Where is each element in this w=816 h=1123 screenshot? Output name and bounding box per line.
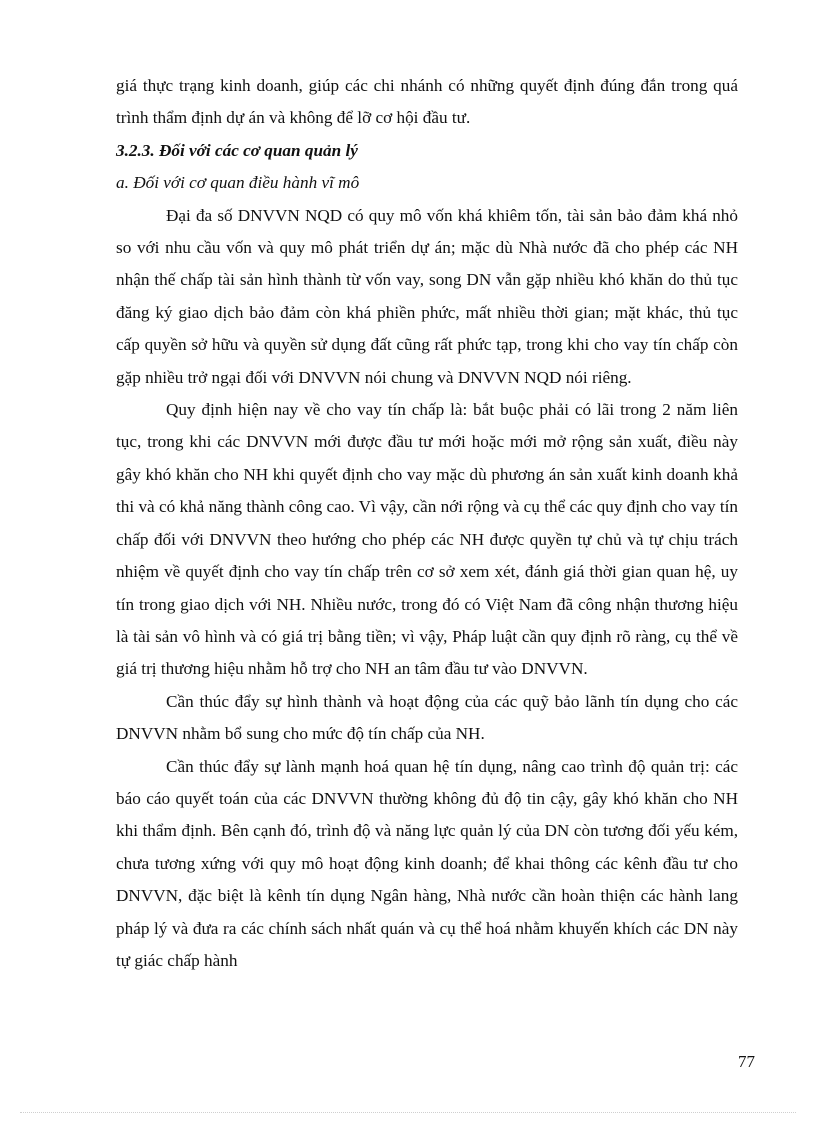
footer-divider [20,1112,796,1113]
paragraph-collateral: Đại đa số DNVVN NQD có quy mô vốn khá khiêm tốn, tài sản bảo đảm khá nhỏ so với nhu cầu vốn và quy mô phát triển dự án; mặc dù Nhà nước đã cho phép các NH nhận thế chấp tài sản hình thành từ vốn vay, song DN vẫn gặp nhiều khó khăn do thủ tục đăng ký giao dịch bảo đảm còn khá phiền phức, mất nhiều thời gian; mặt khác, thủ tục cấp quyền sở hữu và quyền sử dụng đất cũng rất phức tạp, trong khi cho vay tín chấp còn gặp nhiều trở ngại đối với DNVVN nói chung và DNVVN NQD nói riêng. [116,205,738,387]
paragraph-guarantee-funds: Cần thúc đẩy sự hình thành và hoạt động của các quỹ bảo lãnh tín dụng cho các DNVVN nhằm bổ sung cho mức độ tín chấp của NH. [116,691,738,744]
page-number: 77 [738,1052,755,1071]
subsection-heading: a. Đối với cơ quan điều hành vĩ mô [116,173,360,193]
paragraph-unsecured-lending: Quy định hiện nay về cho vay tín chấp là: bắt buộc phải có lãi trong 2 năm liên tục, trong khi các DNVVN mới được đầu tư mới hoặc mới mở rộng sản xuất, điều này gây khó khăn cho NH khi quyết định cho vay mặc dù phương án sản xuất kinh doanh khả thi và có khả năng thành công cao. Vì vậy, cần nới rộng và cụ thể các quy định cho vay tín chấp đối với DNVVN theo hướng cho phép các NH được quyền tự chủ và tự chịu trách nhiệm về quyết định cho vay tín chấp trên cơ sở xem xét, đánh giá thời gian quan hệ, uy tín trong giao dịch với NH. Nhiều nước, trong đó có Việt Nam đã công nhận thương hiệu là tài sản vô hình và có giá trị bằng tiền; vì vậy, Pháp luật cần quy định rõ ràng, cụ thể về giá trị thương hiệu nhằm hỗ trợ cho NH an tâm đầu tư vào DNVVN. [116,400,738,679]
section-heading: 3.2.3. Đối với các cơ quan quản lý [116,140,358,160]
body-text [116,70,738,977]
paragraph-credit-relations: Cần thúc đẩy sự lành mạnh hoá quan hệ tín dụng, nâng cao trình độ quản trị: các báo cáo quyết toán của các DNVVN thường không đủ độ tin cậy, gây khó khăn cho NH khi thẩm định. Bên cạnh đó, trình độ và năng lực quản lý của DN còn tương đối yếu kém, chưa tương xứng với quy mô hoạt động kinh doanh; để khai thông các kênh đầu tư cho DNVVN, đặc biệt là kênh tín dụng Ngân hàng, Nhà nước cần hoàn thiện các hành lang pháp lý và đưa ra các chính sách nhất quán và cụ thể hoá nhằm khuyến khích các DN này tự giác chấp hành [116,756,738,970]
paragraph-continuation: giá thực trạng kinh doanh, giúp các chi nhánh có những quyết định đúng đắn trong quá trình thẩm định dự án và không để lỡ cơ hội đầu tư. [116,76,738,128]
